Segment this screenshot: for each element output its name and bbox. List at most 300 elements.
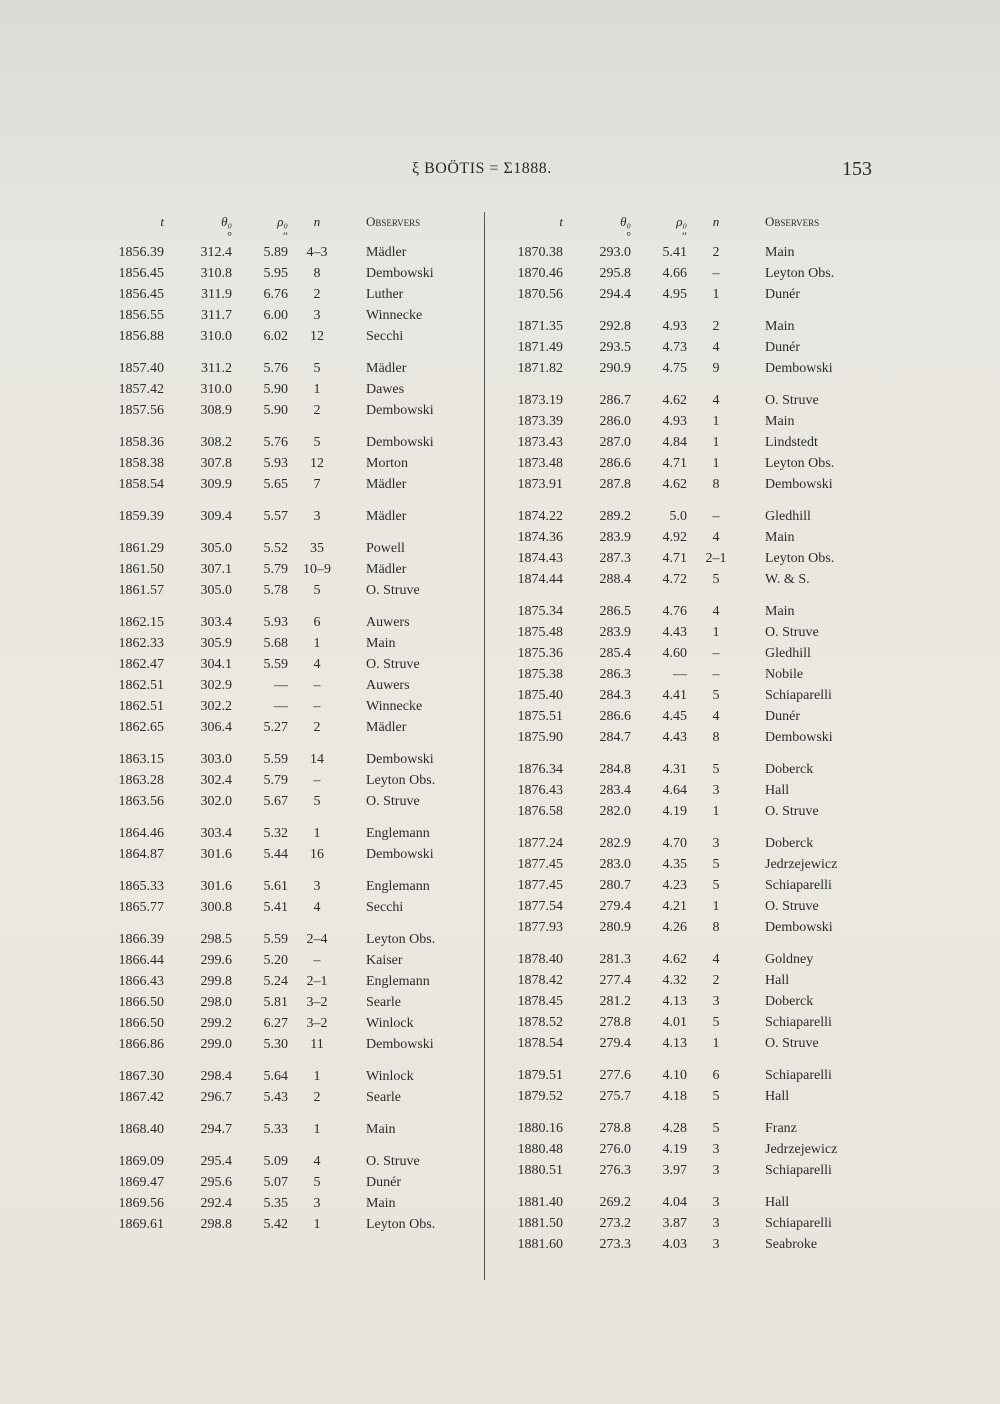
- cell-theta: 292.4: [200, 1196, 232, 1211]
- cell-observer: Mädler: [366, 477, 407, 492]
- table-row: [94, 1151, 476, 1172]
- table-row: [493, 527, 875, 548]
- cell-rho: 5.78: [263, 583, 288, 598]
- cell-n: 1: [712, 625, 720, 640]
- header-observers: Observers: [366, 214, 421, 229]
- cell-rho: 5.64: [263, 1069, 288, 1084]
- cell-t: 1862.15: [118, 615, 164, 630]
- cell-observer: Dembowski: [366, 847, 434, 862]
- cell-rho: 4.19: [662, 804, 687, 819]
- cell-n: 12: [310, 329, 324, 344]
- table-row: [94, 633, 476, 654]
- cell-n: –: [313, 953, 321, 968]
- cell-n: 1: [712, 414, 720, 429]
- table-row: [493, 569, 875, 590]
- table-row: [94, 897, 476, 918]
- cell-rho: 5.90: [263, 403, 288, 418]
- cell-theta: 287.3: [599, 551, 631, 566]
- cell-rho: 5.79: [263, 773, 288, 788]
- cell-rho: 5.24: [263, 974, 288, 989]
- cell-observer: Lindstedt: [765, 435, 818, 450]
- cell-theta: 273.2: [599, 1216, 631, 1231]
- cell-observer: Morton: [366, 456, 408, 471]
- cell-theta: 287.8: [599, 477, 631, 492]
- cell-n: 4: [712, 530, 720, 545]
- cell-theta: 300.8: [200, 900, 232, 915]
- cell-n: –: [313, 773, 321, 788]
- cell-observer: Seabroke: [765, 1237, 818, 1252]
- table-row: [493, 685, 875, 706]
- cell-theta: 287.0: [599, 435, 631, 450]
- cell-n: 2: [313, 287, 321, 302]
- rho-unit: ″: [682, 229, 687, 243]
- table-row: [493, 474, 875, 495]
- cell-n: 3–2: [306, 1016, 328, 1031]
- cell-rho: 5.67: [263, 794, 288, 809]
- cell-rho: 4.60: [662, 646, 687, 661]
- cell-t: 1875.48: [517, 625, 563, 640]
- cell-n: 1: [313, 1069, 321, 1084]
- cell-n: 2–1: [705, 551, 727, 566]
- cell-n: 4: [712, 952, 720, 967]
- cell-observer: Franz: [765, 1121, 797, 1136]
- cell-n: 2: [712, 245, 720, 260]
- table-row: [94, 929, 476, 950]
- table-row: [94, 242, 476, 263]
- table-row: [493, 548, 875, 569]
- cell-rho: 5.95: [263, 266, 288, 281]
- cell-rho: 5.09: [263, 1154, 288, 1169]
- cell-rho: 4.76: [662, 604, 687, 619]
- table-row: [493, 242, 875, 263]
- cell-rho: 4.93: [662, 319, 687, 334]
- cell-rho: 5.43: [263, 1090, 288, 1105]
- table-row: [493, 337, 875, 358]
- cell-t: 1870.56: [517, 287, 563, 302]
- cell-rho: 4.28: [662, 1121, 687, 1136]
- cell-rho: 5.61: [263, 879, 288, 894]
- cell-n: 14: [310, 752, 324, 767]
- cell-n: 5: [712, 1089, 720, 1104]
- cell-theta: 310.0: [200, 382, 232, 397]
- right-table: [493, 208, 875, 1255]
- table-row: [94, 675, 476, 696]
- cell-t: 1876.43: [517, 783, 563, 798]
- cell-rho: 4.31: [662, 762, 687, 777]
- cell-n: 5: [313, 1175, 321, 1190]
- cell-t: 1857.42: [118, 382, 164, 397]
- cell-t: 1862.51: [118, 678, 164, 693]
- cell-n: –: [712, 667, 720, 682]
- cell-t: 1881.60: [517, 1237, 563, 1252]
- cell-t: 1880.48: [517, 1142, 563, 1157]
- cell-rho: 5.59: [263, 657, 288, 672]
- cell-observer: Dembowski: [366, 403, 434, 418]
- cell-t: 1874.43: [517, 551, 563, 566]
- cell-n: 2: [712, 973, 720, 988]
- cell-rho: 5.41: [662, 245, 687, 260]
- cell-rho: 4.01: [662, 1015, 687, 1030]
- cell-observer: Doberck: [765, 994, 814, 1009]
- cell-theta: 281.3: [599, 952, 631, 967]
- right-rows: [493, 242, 875, 1255]
- cell-observer: Goldney: [765, 952, 814, 967]
- cell-t: 1877.24: [517, 836, 563, 851]
- cell-t: 1856.55: [118, 308, 164, 323]
- cell-n: 3: [313, 308, 321, 323]
- cell-observer: Searle: [366, 1090, 401, 1105]
- cell-n: –: [712, 509, 720, 524]
- cell-n: 8: [313, 266, 321, 281]
- cell-rho: 4.71: [662, 551, 687, 566]
- cell-n: 8: [712, 730, 720, 745]
- left-table: [94, 208, 476, 1235]
- cell-theta: 309.4: [200, 509, 232, 524]
- table-row: [94, 305, 476, 326]
- cell-n: 3: [712, 994, 720, 1009]
- cell-t: 1875.51: [517, 709, 563, 724]
- table-row: [94, 992, 476, 1013]
- cell-theta: 305.0: [200, 583, 232, 598]
- cell-theta: 298.4: [200, 1069, 232, 1084]
- cell-n: –: [313, 678, 321, 693]
- cell-t: 1878.45: [517, 994, 563, 1009]
- cell-observer: Gledhill: [765, 646, 811, 661]
- cell-theta: 279.4: [599, 899, 631, 914]
- cell-t: 1856.45: [118, 287, 164, 302]
- table-row: [493, 833, 875, 854]
- cell-t: 1857.56: [118, 403, 164, 418]
- table-row: [94, 263, 476, 284]
- cell-rho: 4.18: [662, 1089, 687, 1104]
- cell-rho: 6.00: [263, 308, 288, 323]
- header-theta: θ₀: [620, 214, 631, 229]
- cell-t: 1873.43: [517, 435, 563, 450]
- cell-theta: 283.9: [599, 530, 631, 545]
- table-row: [493, 1192, 875, 1213]
- table-row: [94, 1214, 476, 1235]
- cell-theta: 283.9: [599, 625, 631, 640]
- cell-observer: Dembowski: [765, 920, 833, 935]
- cell-t: 1861.29: [118, 541, 164, 556]
- cell-t: 1866.50: [118, 995, 164, 1010]
- cell-theta: 283.0: [599, 857, 631, 872]
- cell-rho: 4.10: [662, 1068, 687, 1083]
- cell-n: 3: [712, 1195, 720, 1210]
- cell-theta: 276.3: [599, 1163, 631, 1178]
- table-row: [493, 411, 875, 432]
- cell-rho: 3.87: [662, 1216, 687, 1231]
- cell-n: 5: [712, 857, 720, 872]
- cell-theta: 277.4: [599, 973, 631, 988]
- cell-n: 3: [712, 1216, 720, 1231]
- cell-n: 8: [712, 920, 720, 935]
- cell-observer: Doberck: [765, 836, 814, 851]
- cell-observer: O. Struve: [765, 393, 819, 408]
- cell-theta: 273.3: [599, 1237, 631, 1252]
- table-row: [493, 1160, 875, 1181]
- cell-t: 1869.56: [118, 1196, 164, 1211]
- cell-rho: 4.32: [662, 973, 687, 988]
- cell-n: 4: [313, 1154, 321, 1169]
- cell-rho: —: [274, 699, 288, 714]
- cell-observer: Luther: [366, 287, 404, 302]
- cell-observer: Schiaparelli: [765, 1163, 832, 1178]
- cell-rho: 5.90: [263, 382, 288, 397]
- cell-theta: 292.8: [599, 319, 631, 334]
- cell-n: 2: [313, 403, 321, 418]
- table-row: [94, 1034, 476, 1055]
- cell-observer: Searle: [366, 995, 401, 1010]
- cell-rho: 5.27: [263, 720, 288, 735]
- cell-observer: Main: [765, 245, 795, 260]
- cell-t: 1879.51: [517, 1068, 563, 1083]
- cell-theta: 278.8: [599, 1015, 631, 1030]
- cell-n: 2: [712, 319, 720, 334]
- cell-observer: Englemann: [366, 879, 430, 894]
- cell-theta: 304.1: [200, 657, 232, 672]
- cell-theta: 302.0: [200, 794, 232, 809]
- cell-t: 1862.51: [118, 699, 164, 714]
- cell-observer: Mädler: [366, 245, 407, 260]
- cell-theta: 296.7: [200, 1090, 232, 1105]
- cell-t: 1869.61: [118, 1217, 164, 1232]
- header-theta: θ₀: [221, 214, 232, 229]
- cell-n: 2–1: [306, 974, 328, 989]
- table-row: [94, 474, 476, 495]
- cell-rho: 5.07: [263, 1175, 288, 1190]
- cell-t: 1877.93: [517, 920, 563, 935]
- cell-observer: O. Struve: [366, 794, 420, 809]
- cell-observer: Dembowski: [765, 361, 833, 376]
- cell-t: 1866.44: [118, 953, 164, 968]
- cell-observer: Mädler: [366, 562, 407, 577]
- cell-observer: Dembowski: [366, 752, 434, 767]
- table-row: [493, 801, 875, 822]
- table-row: [493, 991, 875, 1012]
- cell-theta: 293.0: [599, 245, 631, 260]
- table-header: [493, 208, 875, 230]
- table-row: [493, 759, 875, 780]
- cell-t: 1867.42: [118, 1090, 164, 1105]
- left-rows: [94, 242, 476, 1235]
- cell-observer: Main: [765, 319, 795, 334]
- cell-rho: —: [274, 678, 288, 693]
- table-row: [94, 506, 476, 527]
- cell-n: 5: [313, 361, 321, 376]
- cell-rho: 3.97: [662, 1163, 687, 1178]
- cell-rho: 6.76: [263, 287, 288, 302]
- table-row: [493, 622, 875, 643]
- cell-t: 1873.19: [517, 393, 563, 408]
- cell-t: 1866.50: [118, 1016, 164, 1031]
- cell-n: 5: [313, 435, 321, 450]
- cell-n: 6: [313, 615, 321, 630]
- cell-t: 1864.87: [118, 847, 164, 862]
- cell-n: 5: [313, 794, 321, 809]
- cell-observer: Dunér: [366, 1175, 401, 1190]
- cell-n: 5: [313, 583, 321, 598]
- cell-t: 1869.47: [118, 1175, 164, 1190]
- cell-n: 1: [313, 1122, 321, 1137]
- cell-t: 1861.57: [118, 583, 164, 598]
- cell-n: 5: [712, 762, 720, 777]
- cell-n: 1: [712, 287, 720, 302]
- cell-rho: 4.43: [662, 625, 687, 640]
- cell-t: 1875.38: [517, 667, 563, 682]
- cell-theta: 302.4: [200, 773, 232, 788]
- cell-observer: O. Struve: [366, 1154, 420, 1169]
- cell-t: 1859.39: [118, 509, 164, 524]
- cell-theta: 278.8: [599, 1121, 631, 1136]
- column-divider: [484, 212, 485, 1280]
- cell-rho: 4.13: [662, 994, 687, 1009]
- cell-observer: Leyton Obs.: [366, 773, 436, 788]
- cell-observer: Leyton Obs.: [366, 1217, 436, 1232]
- cell-theta: 310.0: [200, 329, 232, 344]
- cell-theta: 286.3: [599, 667, 631, 682]
- cell-t: 1876.34: [517, 762, 563, 777]
- cell-theta: 276.0: [599, 1142, 631, 1157]
- cell-rho: 6.27: [263, 1016, 288, 1031]
- cell-n: 2: [313, 720, 321, 735]
- table-row: [493, 263, 875, 284]
- cell-theta: 277.6: [599, 1068, 631, 1083]
- cell-t: 1865.77: [118, 900, 164, 915]
- table-row: [94, 1013, 476, 1034]
- cell-n: 5: [712, 1121, 720, 1136]
- cell-t: 1873.91: [517, 477, 563, 492]
- cell-rho: 4.71: [662, 456, 687, 471]
- table-row: [493, 601, 875, 622]
- cell-observer: Winlock: [366, 1069, 414, 1084]
- cell-rho: 5.20: [263, 953, 288, 968]
- cell-theta: 286.6: [599, 709, 631, 724]
- cell-theta: 298.0: [200, 995, 232, 1010]
- cell-rho: 5.79: [263, 562, 288, 577]
- cell-n: 5: [712, 572, 720, 587]
- cell-observer: Schiaparelli: [765, 878, 832, 893]
- rho-unit: ″: [283, 229, 288, 243]
- table-row: [94, 559, 476, 580]
- table-row: [94, 749, 476, 770]
- header-rho: ρ₀: [676, 214, 687, 229]
- cell-observer: Hall: [765, 1089, 790, 1104]
- header-n: n: [313, 214, 321, 229]
- cell-theta: 307.1: [200, 562, 232, 577]
- cell-n: 12: [310, 456, 324, 471]
- cell-rho: 4.73: [662, 340, 687, 355]
- cell-rho: —: [673, 667, 687, 682]
- cell-rho: 5.76: [263, 361, 288, 376]
- cell-rho: 5.41: [263, 900, 288, 915]
- cell-theta: 286.6: [599, 456, 631, 471]
- cell-rho: 4.72: [662, 572, 687, 587]
- cell-rho: 4.66: [662, 266, 687, 281]
- cell-t: 1878.42: [517, 973, 563, 988]
- table-row: [94, 844, 476, 865]
- cell-theta: 299.2: [200, 1016, 232, 1031]
- cell-theta: 286.7: [599, 393, 631, 408]
- cell-rho: 5.30: [263, 1037, 288, 1052]
- cell-t: 1870.38: [517, 245, 563, 260]
- cell-observer: Leyton Obs.: [765, 551, 835, 566]
- cell-t: 1866.43: [118, 974, 164, 989]
- table-row: [493, 949, 875, 970]
- cell-theta: 275.7: [599, 1089, 631, 1104]
- cell-theta: 302.2: [200, 699, 232, 714]
- cell-observer: Gledhill: [765, 509, 811, 524]
- table-row: [493, 896, 875, 917]
- table-row: [94, 538, 476, 559]
- cell-theta: 302.9: [200, 678, 232, 693]
- cell-t: 1878.54: [517, 1036, 563, 1051]
- cell-rho: 5.52: [263, 541, 288, 556]
- cell-theta: 311.2: [201, 361, 232, 376]
- cell-t: 1856.88: [118, 329, 164, 344]
- cell-observer: Main: [765, 530, 795, 545]
- table-row: [94, 717, 476, 738]
- cell-rho: 4.13: [662, 1036, 687, 1051]
- cell-t: 1866.86: [118, 1037, 164, 1052]
- cell-observer: Schiaparelli: [765, 1015, 832, 1030]
- cell-t: 1858.38: [118, 456, 164, 471]
- cell-rho: 5.65: [263, 477, 288, 492]
- header-t: t: [559, 214, 563, 229]
- cell-observer: Hall: [765, 973, 790, 988]
- cell-observer: Hall: [765, 1195, 790, 1210]
- cell-n: 4: [313, 657, 321, 672]
- table-row: [493, 1139, 875, 1160]
- table-row: [493, 506, 875, 527]
- cell-observer: Dembowski: [366, 1037, 434, 1052]
- table-row: [493, 1033, 875, 1054]
- table-row: [94, 453, 476, 474]
- cell-theta: 282.9: [599, 836, 631, 851]
- cell-rho: 5.44: [263, 847, 288, 862]
- table-row: [94, 654, 476, 675]
- cell-n: 1: [313, 1217, 321, 1232]
- cell-t: 1877.54: [517, 899, 563, 914]
- cell-theta: 284.3: [599, 688, 631, 703]
- cell-t: 1874.36: [517, 530, 563, 545]
- cell-theta: 290.9: [599, 361, 631, 376]
- cell-t: 1875.34: [517, 604, 563, 619]
- cell-t: 1881.40: [517, 1195, 563, 1210]
- cell-observer: Schiaparelli: [765, 1068, 832, 1083]
- cell-t: 1865.33: [118, 879, 164, 894]
- cell-rho: 4.04: [662, 1195, 687, 1210]
- cell-observer: Hall: [765, 783, 790, 798]
- cell-observer: O. Struve: [366, 583, 420, 598]
- cell-rho: 4.35: [662, 857, 687, 872]
- cell-t: 1870.46: [517, 266, 563, 281]
- cell-rho: 5.59: [263, 752, 288, 767]
- cell-t: 1856.45: [118, 266, 164, 281]
- theta-unit: °: [227, 229, 232, 243]
- cell-n: 3–2: [306, 995, 328, 1010]
- cell-theta: 305.9: [200, 636, 232, 651]
- cell-observer: Main: [366, 636, 396, 651]
- cell-theta: 282.0: [599, 804, 631, 819]
- table-row: [94, 1119, 476, 1140]
- cell-theta: 285.4: [599, 646, 631, 661]
- cell-t: 1858.54: [118, 477, 164, 492]
- table-row: [94, 1193, 476, 1214]
- cell-observer: Main: [366, 1196, 396, 1211]
- table-row: [94, 358, 476, 379]
- table-row: [94, 971, 476, 992]
